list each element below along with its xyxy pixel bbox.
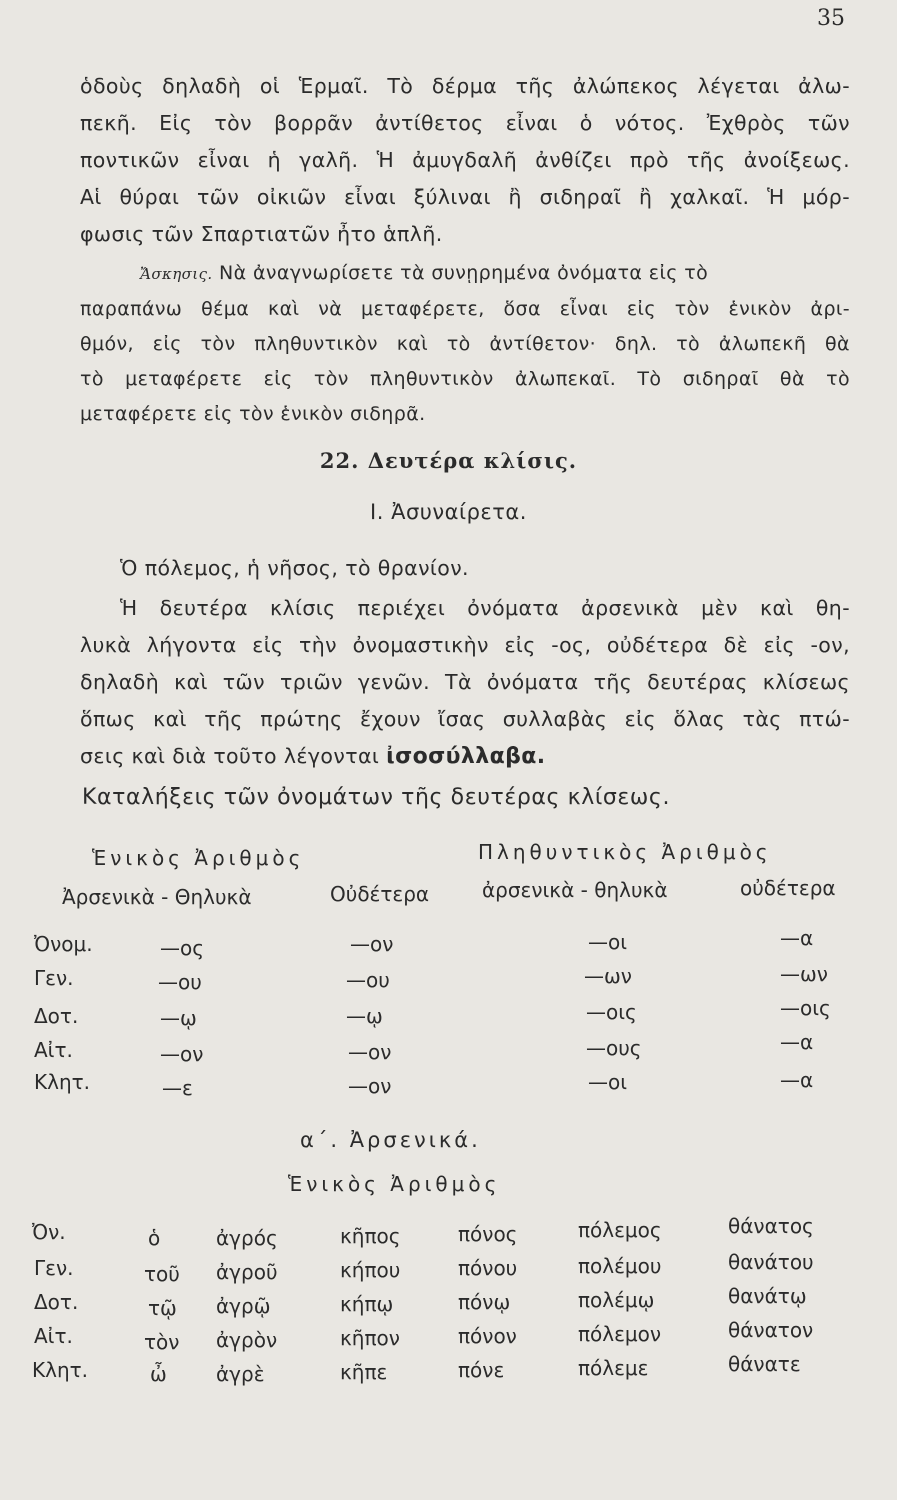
word-cell: θανάτῳ — [728, 1284, 807, 1308]
word-cell: θάνατε — [728, 1352, 801, 1376]
examples-line: Ὁ πόλεμος, ἡ νῆσος, τὸ θρανίον. — [120, 556, 469, 580]
case-label: Ὀν. — [32, 1220, 66, 1244]
ending-cell: —οι — [588, 1070, 628, 1094]
case-label: Γεν. — [34, 1256, 74, 1280]
masculine-title-text: α΄. Ἀρσενικά. — [300, 1128, 481, 1152]
text-line: ποντικῶν εἶναι ἡ γαλῆ. Ἡ ἀμυγδαλῆ ἀνθίζει πρὸ τῆς ἀνοίξεως. — [80, 148, 850, 172]
case-label: Κλητ. — [34, 1070, 91, 1094]
text-line: ὁδοὺς δηλαδὴ οἱ Ἑρμαῖ. Τὸ δέρμα τῆς ἀλώπεκος λέγεται ἀλω- — [80, 74, 850, 98]
case-label: Δοτ. — [34, 1290, 79, 1314]
exercise-paragraph — [80, 256, 850, 432]
ending-cell: —ου — [346, 968, 390, 992]
text-line: λυκὰ λήγοντα εἰς τὴν ὀνομαστικὴν εἰς -ος, οὐδέτερα δὲ εἰς -ον, — [80, 633, 850, 657]
word-cell: κῆπε — [340, 1360, 388, 1384]
plural-label: Πληθυντικὸς Ἀριθμὸς — [478, 840, 772, 864]
word-cell: ἀγρὸν — [216, 1328, 278, 1352]
subsection-title: Ι. Ἀσυναίρετα. — [370, 500, 527, 524]
article-cell: τῷ — [148, 1296, 177, 1320]
col-header-masc-fem: Ἀρσενικὰ - Θηλυκὰ — [62, 885, 252, 909]
ending-cell: —οις — [586, 1000, 637, 1024]
col-header-pl-neuter: οὐδέτερα — [740, 876, 836, 900]
word-cell: πολέμῳ — [578, 1288, 655, 1312]
word-cell: κήπου — [340, 1258, 401, 1282]
word-cell: πόνος — [458, 1222, 518, 1246]
text-line — [80, 256, 850, 292]
text-line: πεκῆ. Εἰς τὸν βορρᾶν ἀντίθετος εἶναι ὁ νότος. Ἐχθρὸς τῶν — [80, 111, 850, 135]
word-cell: ἀγρῷ — [216, 1294, 271, 1318]
text-line: δηλαδὴ καὶ τῶν τριῶν γενῶν. Τὰ ὀνόματα τῆς δευτέρας κλίσεως — [80, 670, 850, 694]
article-cell: τοῦ — [144, 1262, 180, 1286]
exercise-text: Νὰ ἀναγνωρίσετε τὰ συνῃρημένα ὀνόματα εἰς τὸ — [219, 262, 709, 284]
ending-cell: —ον — [348, 1040, 392, 1064]
ending-cell: —α — [780, 1030, 814, 1054]
word-cell: κήπῳ — [340, 1292, 394, 1316]
section-title: 22. Δευτέρα κλίσις. — [319, 448, 578, 473]
word-cell: πόνον — [458, 1324, 517, 1348]
text-line: Αἱ θύραι τῶν οἰκιῶν εἶναι ξύλιναι ἢ σιδηραῖ ἢ χαλκαῖ. Ἡ μόρ- — [80, 185, 850, 209]
word-cell: ἀγροῦ — [216, 1260, 278, 1284]
word-cell: θάνατον — [728, 1318, 814, 1342]
ending-cell: —ων — [780, 962, 828, 986]
word-cell: κῆπος — [340, 1224, 401, 1248]
paragraph-second-declension — [80, 590, 850, 775]
case-label: Κλητ. — [32, 1358, 89, 1382]
ending-cell: —ου — [158, 970, 202, 994]
word-cell: κῆπον — [340, 1326, 400, 1350]
word-cell: θάνατος — [728, 1214, 814, 1238]
word-cell: πόνῳ — [458, 1290, 511, 1314]
text-line: θμόν, εἰς τὸν πληθυντικὸν καὶ τὸ ἀντίθετον· δηλ. τὸ ἀλωπεκῆ θὰ — [80, 333, 850, 355]
case-label: Αἰτ. — [34, 1038, 73, 1062]
text-fragment: σεις καὶ διὰ τοῦτο λέγονται — [80, 744, 380, 768]
page-number: 35 — [817, 6, 845, 31]
word-cell: πόλεμον — [578, 1322, 662, 1346]
text-line — [80, 738, 850, 775]
bold-term: ἰσοσύλλαβα. — [386, 744, 546, 769]
ending-cell: —ων — [584, 964, 632, 988]
case-label: Αἰτ. — [34, 1324, 73, 1348]
ending-cell: —ον — [350, 932, 394, 956]
paragraph-intro — [80, 68, 850, 253]
ending-cell: —ους — [586, 1036, 642, 1060]
ending-cell: —ον — [160, 1042, 204, 1066]
ending-cell: —α — [780, 926, 814, 950]
case-label: Ὀνομ. — [34, 932, 93, 956]
article-cell: ὁ — [148, 1226, 161, 1250]
singular-label: Ἑνικὸς Ἀριθμὸς — [92, 846, 305, 870]
article-cell: τὸν — [144, 1330, 180, 1354]
ending-cell: —οις — [780, 996, 831, 1020]
word-cell: πόλεμε — [578, 1356, 649, 1380]
word-cell: θανάτου — [728, 1250, 814, 1274]
word-cell: πόλεμος — [578, 1218, 662, 1242]
ending-cell: —ῳ — [160, 1006, 197, 1030]
ending-cell: —ον — [348, 1074, 392, 1098]
text-line: τὸ μεταφέρετε εἰς τὸν πληθυντικὸν ἀλωπεκαῖ. Τὸ σιδηραῖ θὰ τὸ — [80, 368, 850, 390]
ending-cell: —ε — [162, 1076, 193, 1100]
article-cell: ὦ — [150, 1362, 167, 1386]
col-header-pl-masc-fem: ἀρσενικὰ - θηλυκὰ — [482, 878, 668, 902]
text-line: Ἡ δευτέρα κλίσις περιέχει ὀνόματα ἀρσενικὰ μὲν καὶ θη- — [120, 596, 850, 620]
case-label: Γεν. — [34, 966, 74, 990]
text-line: παραπάνω θέμα καὶ νὰ μεταφέρετε, ὅσα εἶναι εἰς τὸν ἑνικὸν ἀρι- — [80, 298, 850, 320]
text-line: ὅπως καὶ τῆς πρώτης ἔχουν ἴσας συλλαβὰς εἰς ὅλας τὰς πτώ- — [80, 707, 850, 731]
case-label: Δοτ. — [34, 1004, 79, 1028]
ending-cell: —α — [780, 1068, 814, 1092]
word-cell: πολέμου — [578, 1254, 662, 1278]
text-line: φωσις τῶν Σπαρτιατῶν ἦτο ἁπλῆ. — [80, 222, 443, 246]
ending-cell: —ῳ — [346, 1004, 383, 1028]
text-line: μεταφέρετε εἰς τὸν ἑνικὸν σιδηρᾶ. — [80, 403, 426, 425]
col-header-neuter: Οὐδέτερα — [330, 882, 430, 906]
word-cell: πόνε — [458, 1358, 505, 1382]
word-cell: ἀγρός — [216, 1226, 278, 1250]
ending-cell: —οι — [588, 930, 628, 954]
word-cell: ἀγρὲ — [216, 1362, 265, 1386]
word-cell: πόνου — [458, 1256, 518, 1280]
ending-cell: —ος — [160, 936, 204, 960]
masculine-title — [300, 1128, 481, 1152]
endings-title: Καταλήξεις τῶν ὀνομάτων τῆς δευτέρας κλίσεως. — [82, 785, 671, 810]
masculine-number-label: Ἑνικὸς Ἀριθμὸς — [288, 1172, 501, 1196]
exercise-label: Ἄσκησις. — [140, 265, 213, 283]
